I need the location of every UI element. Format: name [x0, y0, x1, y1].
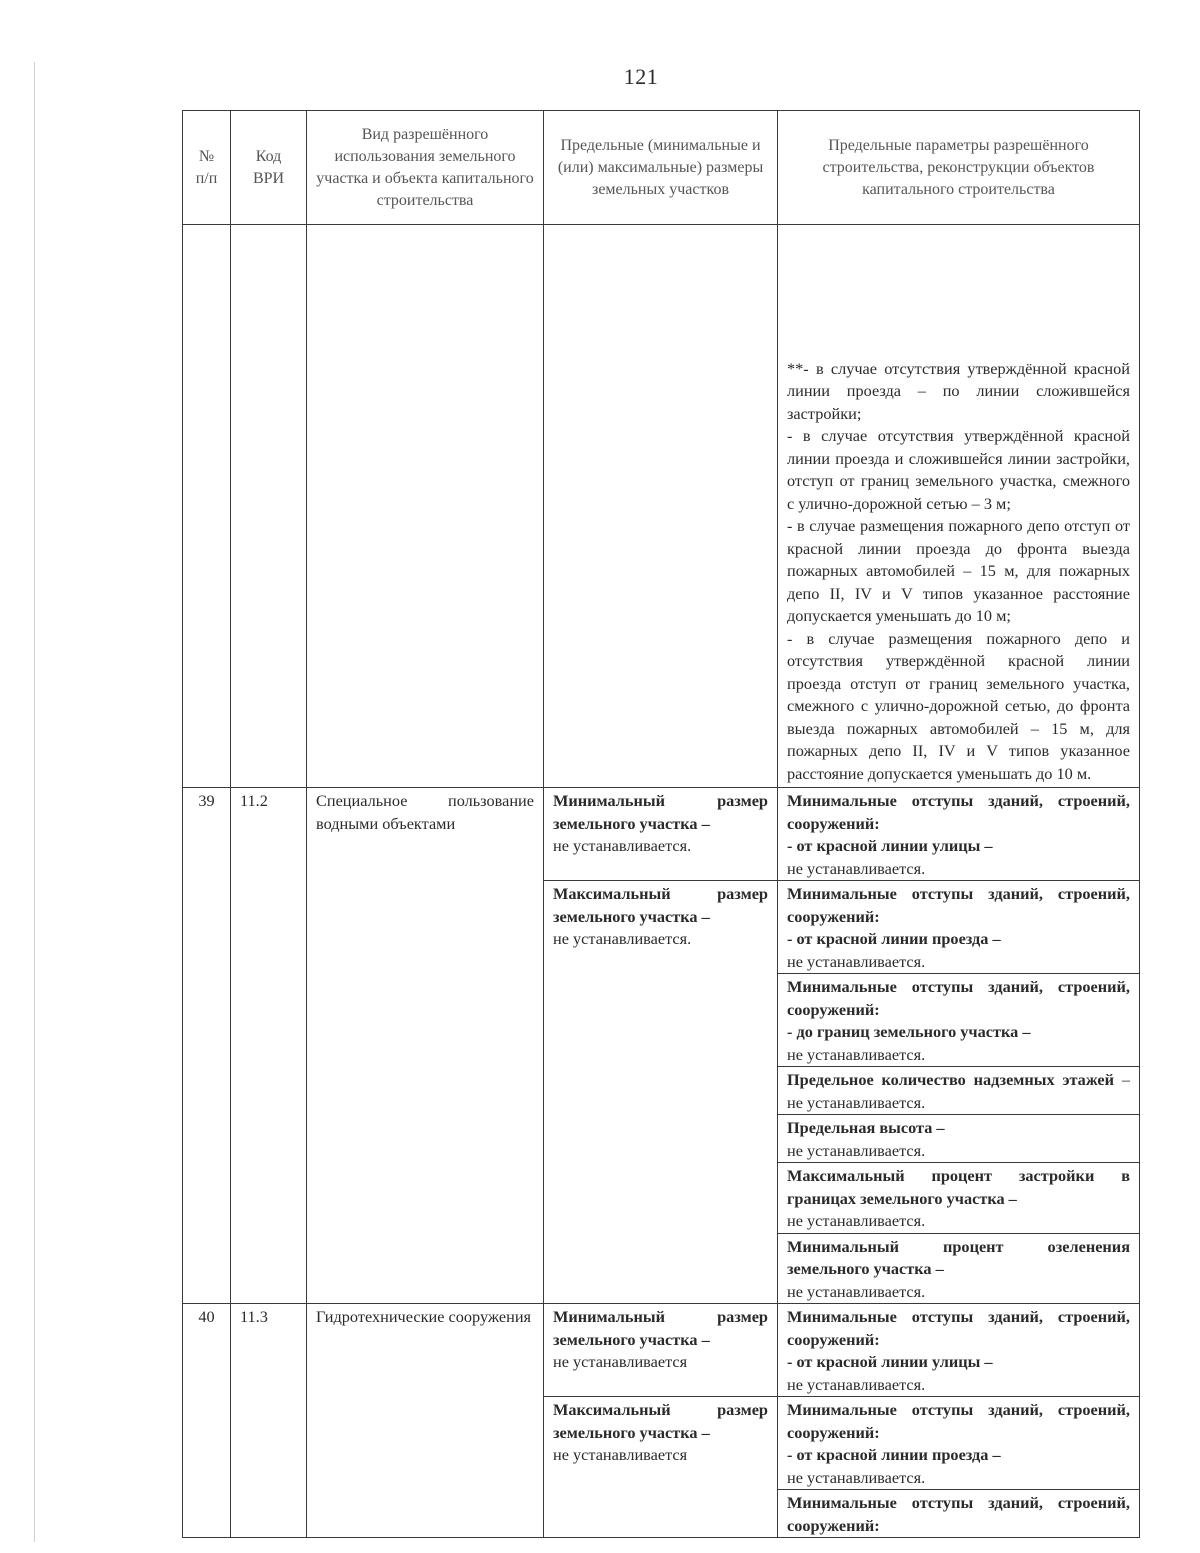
page-number: 121 [623, 64, 659, 89]
header-use-kind: Вид разрешённого использования земельного участка и объекта капитального строительства [307, 111, 544, 225]
param-setback-driveway: Минимальные отступы зданий, строений, сооружений: - от красной линии проезда – не устанавливается. [778, 1397, 1140, 1490]
max-size-cell: Максимальный размер земельного участка – не устанавливается [544, 1397, 778, 1538]
header-number: № п/п [183, 111, 231, 225]
param-green-percent: Минимальный процент озеленения земельного участка – не устанавливается. [778, 1233, 1140, 1304]
min-size-cell: Минимальный размер земельного участка – не устанавливается [544, 1304, 778, 1397]
table-row-continuation [183, 225, 1140, 788]
max-size-cell [544, 881, 778, 1304]
row-use-kind: Гидротехнические сооружения [307, 1304, 544, 1538]
min-size-cell [544, 788, 778, 881]
param-floors: Предельное количество надземных этажей – не устанавливается. [778, 1067, 1140, 1115]
header-plot-size: Предельные (минимальные и (или) максимальные) размеры земельных участков [544, 111, 778, 225]
continuation-setback-text: **- в случае отсутствия утверждённой красной линии проезда – по линии сложившейся застройки; - в случае отсутствия утверждённой красной линии проезда и сложившейся линии застройки, отступ от границ земельного участка, смежного с улично-дорожной сетью – 3 м; - в случае размещения пожарного депо отступ от красной линии проезда до фронта выезда пожарных автомобилей – 15 м, для пожарных депо II, IV и V типов указанное расстояние допускается уменьшать до 10 м; - в случае размещения пожарного депо и отсутствия утверждённой красной линии проезда отступ от границ земельного участка, смежного с улично-дорожной сетью, до фронта выезда пожарных автомобилей – 15 м, для пожарных депо II, IV и V типов указанное расстояние допускается уменьшать до 10 м. [787, 358, 1130, 783]
param-setback-driveway: Минимальные отступы зданий, строений, сооружений: - от красной линии проезда – не устанавливается. [778, 881, 1140, 974]
row-use-kind: Специальное пользование водными объектами [307, 788, 544, 1304]
param-setback-street: Минимальные отступы зданий, строений, сооружений: - от красной линии улицы – не устанавливается. [778, 1304, 1140, 1397]
cell-empty [307, 225, 544, 788]
table-row-40 [183, 1304, 1140, 1397]
param-build-percent: Максимальный процент застройки в границах земельного участка – не устанавливается. [778, 1163, 1140, 1234]
min-size-text: Минимальный размер земельного участка – не устанавливается. [553, 791, 768, 855]
header-construction-params: Предельные параметры разрешённого строительства, реконструкции объектов капитального строительства [778, 111, 1140, 225]
header-code: Код ВРИ [231, 111, 307, 225]
row-code: 11.3 [231, 1304, 307, 1538]
cell-empty [231, 225, 307, 788]
max-size-text: Максимальный размер земельного участка – не устанавливается. [553, 884, 768, 948]
param-setback-boundary: Минимальные отступы зданий, строений, сооружений: [778, 1490, 1140, 1538]
table-row-39 [183, 788, 1140, 881]
table-header-row [183, 111, 1140, 225]
scan-margin-line [34, 62, 35, 1542]
param-setback-boundary: Минимальные отступы зданий, строений, сооружений: - до границ земельного участка – не устанавливается. [778, 974, 1140, 1067]
param-height: Предельная высота – не устанавливается. [778, 1115, 1140, 1163]
param-setback-street: Минимальные отступы зданий, строений, сооружений: - от красной линии улицы – не устанавливается. [778, 788, 1140, 881]
row-code: 11.2 [231, 788, 307, 1304]
zoning-table [182, 110, 1140, 1538]
cell-empty [183, 225, 231, 788]
cell-empty [544, 225, 778, 788]
row-number: 40 [183, 1304, 231, 1538]
row-number: 39 [183, 788, 231, 1304]
